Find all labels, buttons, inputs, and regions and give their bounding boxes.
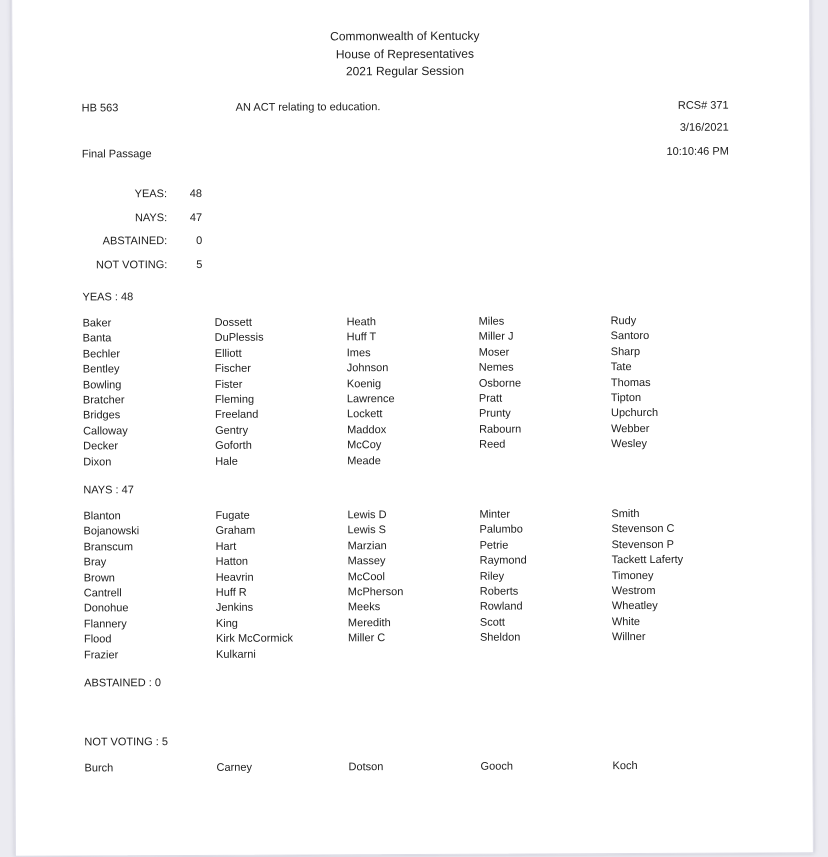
document-page [11, 0, 814, 857]
legislator-name: Riley [479, 570, 505, 583]
legislator-name: McCool [347, 570, 386, 583]
legislator-name: Smith [611, 508, 640, 521]
section-heading-abstained: ABSTAINED : 0 [84, 677, 162, 690]
action-row [82, 144, 729, 163]
vote-name-column [347, 315, 480, 469]
legislator-name: Stevenson P [611, 538, 674, 551]
summary-value: 48 [189, 187, 203, 200]
nays-name-grid [83, 507, 731, 664]
bill-number: HB 563 [81, 102, 119, 115]
legislator-name: Fugate [215, 509, 250, 522]
legislator-name: Banta [82, 332, 112, 345]
legislator-name: Bridges [82, 409, 121, 422]
legislator-name: Huff T [346, 331, 377, 344]
vote-name-column [479, 314, 612, 453]
legislator-name: Lewis D [347, 509, 387, 522]
legislator-name: Meade [347, 454, 381, 467]
legislator-name: Calloway [83, 424, 128, 438]
legislator-name: Westrom [611, 584, 656, 598]
legislator-name: Roberts [479, 585, 519, 598]
summary-label: ABSTAINED: [102, 235, 168, 248]
legislator-name: Bray [83, 556, 107, 569]
legislator-name: Webber [611, 422, 650, 435]
legislator-name: Kulkarni [216, 648, 256, 661]
document-header [81, 27, 728, 82]
section-heading-notvoting: NOT VOTING : 5 [84, 736, 168, 749]
legislator-name: Bowling [82, 378, 122, 392]
rcs-number: RCS# 371 [677, 99, 729, 112]
vote-name-column [479, 507, 612, 646]
legislator-name: Blanton [83, 510, 121, 523]
legislator-name: Minter [479, 508, 511, 521]
yeas-name-grid [83, 314, 731, 471]
legislator-name: Upchurch [610, 407, 659, 420]
legislator-name: Dossett [214, 316, 252, 329]
legislator-name: Tate [610, 361, 632, 374]
legislator-name: Pratt [478, 392, 503, 405]
legislator-name: Goforth [215, 439, 252, 452]
legislator-name: Flood [83, 633, 112, 646]
vote-summary-table [82, 181, 729, 279]
vote-name-column [83, 316, 216, 470]
header-line-house: House of Representatives [335, 46, 474, 61]
summary-value: 47 [189, 211, 203, 224]
vote-name-column [348, 760, 480, 776]
legislator-name: Prunty [478, 407, 511, 421]
legislator-name: Palumbo [479, 523, 523, 537]
legislator-name: Rabourn [479, 423, 522, 436]
legislator-name: Freeland [214, 409, 259, 422]
legislator-name: Marzian [347, 539, 387, 553]
vote-name-column [611, 314, 744, 453]
vote-date: 3/16/2021 [679, 121, 729, 134]
legislator-name: Petrie [479, 539, 509, 552]
legislator-name: King [215, 617, 238, 630]
bill-title: AN ACT relating to education. [235, 101, 381, 114]
bill-row [82, 98, 729, 117]
summary-label: YEAS: [134, 188, 168, 201]
legislator-name: Heavrin [215, 571, 254, 584]
legislator-name: McCoy [347, 439, 382, 452]
vote-action: Final Passage [81, 148, 152, 161]
legislator-name: Lawrence [346, 393, 395, 406]
legislator-name: Cantrell [83, 587, 122, 600]
notvoting-name-grid [84, 759, 731, 777]
legislator-name: Donohue [83, 602, 129, 615]
legislator-name: Branscum [83, 541, 134, 554]
vote-time: 10:10:46 PM [666, 145, 729, 158]
legislator-name: Wesley [611, 438, 648, 451]
vote-name-column [215, 508, 348, 662]
legislator-name: Meredith [347, 616, 391, 630]
legislator-name: Rudy [610, 315, 637, 328]
legislator-name: Graham [215, 525, 256, 538]
section-heading-yeas: YEAS : 48 [82, 291, 134, 304]
vote-name-column [83, 509, 216, 663]
legislator-name: Bojanowski [83, 525, 140, 538]
legislator-name: Sheldon [479, 631, 521, 644]
legislator-name: Fleming [214, 393, 255, 406]
legislator-name: Huff R [215, 586, 247, 599]
legislator-name: Nemes [478, 361, 514, 374]
legislator-name: Koenig [346, 377, 382, 390]
legislator-name: Moser [478, 346, 510, 359]
summary-label: NAYS: [134, 211, 168, 224]
legislator-name: Willner [611, 631, 646, 644]
legislator-name: Wheatley [611, 600, 658, 613]
legislator-name: Miller J [478, 330, 514, 344]
legislator-name: Tackett Laferty [611, 553, 684, 567]
vote-name-column [480, 759, 612, 775]
legislator-name: Decker [83, 440, 118, 453]
legislator-name: Timoney [611, 569, 654, 582]
header-line-commonwealth: Commonwealth of Kentucky [330, 28, 480, 44]
legislator-name: Thomas [610, 376, 651, 389]
legislator-name: Dotson [348, 761, 384, 774]
vote-name-column [347, 508, 480, 647]
legislator-name: Bechler [82, 348, 121, 361]
legislator-name: Massey [347, 555, 386, 568]
legislator-name: Scott [479, 616, 505, 629]
vote-name-column [215, 315, 348, 469]
legislator-name: Bratcher [82, 394, 125, 407]
legislator-name: Miller C [347, 632, 386, 645]
legislator-name: Lewis S [347, 524, 387, 537]
document-content [81, 0, 732, 833]
vote-name-column [611, 507, 744, 646]
summary-value: 0 [196, 235, 203, 248]
legislator-name: Elliott [214, 347, 242, 360]
legislator-name: Raymond [479, 554, 527, 567]
legislator-name: Fischer [214, 362, 251, 376]
legislator-name: Baker [82, 317, 112, 330]
legislator-name: Dixon [83, 455, 112, 468]
legislator-name: Osborne [478, 377, 522, 390]
legislator-name: White [611, 615, 641, 628]
legislator-name: Stevenson C [611, 523, 675, 536]
legislator-name: Burch [84, 762, 114, 775]
legislator-name: Gooch [480, 760, 513, 773]
legislator-name: Frazier [84, 648, 119, 661]
legislator-name: Heath [346, 316, 376, 329]
legislator-name: Johnson [346, 362, 389, 375]
legislator-name: Koch [612, 760, 638, 773]
legislator-name: Kirk McCormick [215, 632, 293, 645]
legislator-name: Jenkins [215, 602, 254, 615]
legislator-name: Hatton [215, 555, 249, 569]
legislator-name: Meeks [347, 601, 381, 614]
legislator-name: Flannery [83, 617, 127, 631]
legislator-name: Rowland [479, 600, 523, 614]
vote-name-column [216, 760, 348, 776]
legislator-name: Bentley [82, 363, 120, 376]
legislator-name: Hart [215, 540, 237, 553]
legislator-name: Hale [215, 455, 238, 468]
summary-value: 5 [196, 258, 203, 272]
legislator-name: Maddox [347, 423, 387, 437]
header-line-session: 2021 Regular Session [345, 63, 465, 79]
section-heading-nays: NAYS : 47 [83, 484, 134, 497]
legislator-name: McPherson [347, 585, 404, 599]
legislator-name: DuPlessis [214, 332, 264, 345]
summary-row-nays [82, 204, 729, 231]
legislator-name: Miles [478, 315, 505, 328]
legislator-name: Reed [479, 438, 506, 451]
legislator-name: Carney [216, 761, 253, 774]
legislator-name: Brown [83, 571, 115, 584]
summary-row-yeas [82, 181, 729, 208]
summary-row-abstained [82, 228, 729, 255]
legislator-name: Santoro [610, 330, 650, 343]
summary-row-notvoting [82, 252, 729, 279]
summary-label: NOT VOTING: [95, 259, 168, 272]
legislator-name: Fister [214, 378, 243, 391]
legislator-name: Imes [346, 346, 371, 360]
vote-name-column [612, 759, 744, 775]
vote-name-column [84, 761, 216, 777]
legislator-name: Sharp [610, 345, 641, 358]
legislator-name: Tipton [610, 391, 642, 405]
legislator-name: Lockett [346, 408, 383, 421]
legislator-name: Gentry [215, 424, 249, 437]
